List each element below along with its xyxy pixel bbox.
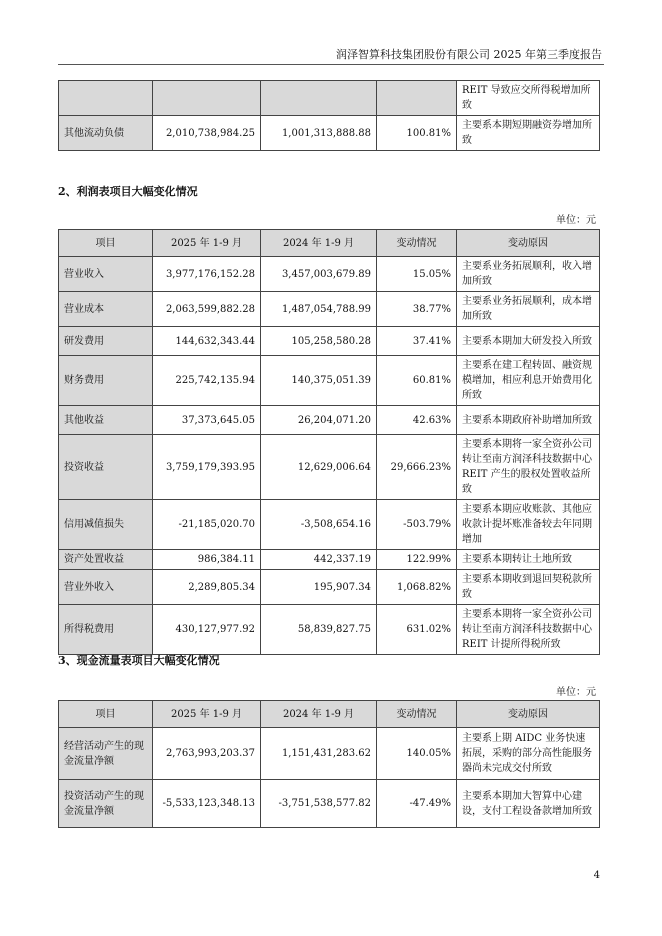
header-change: 变动情况 <box>377 230 457 257</box>
change-percent: 38.77% <box>377 292 457 327</box>
change-reason: 主要系本期应收账款、其他应收款计提坏账准备较去年同期增加 <box>457 500 600 550</box>
change-percent: 1,068.82% <box>377 570 457 605</box>
table-row <box>59 327 600 356</box>
table-row <box>59 605 600 655</box>
change-reason: 主要系本期加大智算中心建设，支付工程设备款增加所致 <box>457 780 600 828</box>
row-item-label: 其他收益 <box>59 406 153 435</box>
table-row <box>59 780 600 828</box>
current-period-value: 2,010,738,984.25 <box>153 116 261 151</box>
header-prior-period: 2024 年 1-9 月 <box>261 701 377 728</box>
change-percent: -47.49% <box>377 780 457 828</box>
change-percent: 37.41% <box>377 327 457 356</box>
header-current-period: 2025 年 1-9 月 <box>153 230 261 257</box>
row-item-label: 投资收益 <box>59 435 153 500</box>
change-percent: 42.63% <box>377 406 457 435</box>
change-percent: 100.81% <box>377 116 457 151</box>
table-row <box>59 435 600 500</box>
table-row <box>59 292 600 327</box>
current-period-value: 3,759,179,393.95 <box>153 435 261 500</box>
change-reason: 主要系本期短期融资券增加所致 <box>457 116 600 151</box>
row-item-label: 所得税费用 <box>59 605 153 655</box>
prior-period-value: 195,907.34 <box>261 570 377 605</box>
change-percent: 122.99% <box>377 550 457 570</box>
balance-sheet-continuation-table <box>58 80 600 151</box>
header-reason: 变动原因 <box>457 701 600 728</box>
table-row <box>59 406 600 435</box>
prior-period-value: 26,204,071.20 <box>261 406 377 435</box>
prior-period-value: 1,151,431,283.62 <box>261 728 377 780</box>
current-period-value: 2,289,805.34 <box>153 570 261 605</box>
table-row <box>59 116 600 151</box>
change-reason: 主要系业务拓展顺利，收入增加所致 <box>457 257 600 292</box>
change-reason: 主要系本期加大研发投入所致 <box>457 327 600 356</box>
change-reason: 主要系本期收到退回契税款所致 <box>457 570 600 605</box>
cashflow-section-title: 3、现金流量表项目大幅变化情况 <box>58 654 220 667</box>
change-reason: 主要系本期将一家全资孙公司转让至南方润泽科技数据中心 REIT 计提所得税所致 <box>457 605 600 655</box>
row-item-label: 经营活动产生的现金流量净额 <box>59 728 153 780</box>
income-section-title: 2、利润表项目大幅变化情况 <box>58 185 198 198</box>
income-statement-table <box>58 229 600 655</box>
prior-period-value: 3,457,003,679.89 <box>261 257 377 292</box>
table-row <box>59 500 600 550</box>
income-unit-label: 单位：元 <box>556 215 596 226</box>
current-period-value: -21,185,020.70 <box>153 500 261 550</box>
current-period-value: 37,373,645.05 <box>153 406 261 435</box>
table-row <box>59 257 600 292</box>
prior-period-value: 1,487,054,788.99 <box>261 292 377 327</box>
header-item: 项目 <box>59 701 153 728</box>
row-item-label: 资产处置收益 <box>59 550 153 570</box>
current-period-value <box>153 81 261 116</box>
prior-period-value: -3,751,538,577.82 <box>261 780 377 828</box>
current-period-value: 3,977,176,152.28 <box>153 257 261 292</box>
change-reason: 主要系本期政府补助增加所致 <box>457 406 600 435</box>
current-period-value: 430,127,977.92 <box>153 605 261 655</box>
page-number: 4 <box>593 870 600 881</box>
current-period-value: 225,742,135.94 <box>153 356 261 406</box>
change-percent: -503.79% <box>377 500 457 550</box>
header-divider <box>58 64 604 65</box>
change-percent: 29,666.23% <box>377 435 457 500</box>
row-item-label: 营业成本 <box>59 292 153 327</box>
current-period-value: 2,763,993,203.37 <box>153 728 261 780</box>
row-item-label: 信用减值损失 <box>59 500 153 550</box>
prior-period-value: 140,375,051.39 <box>261 356 377 406</box>
cashflow-statement-table <box>58 700 600 828</box>
row-item-label: 营业外收入 <box>59 570 153 605</box>
change-percent: 140.05% <box>377 728 457 780</box>
current-period-value: 986,384.11 <box>153 550 261 570</box>
header-change: 变动情况 <box>377 701 457 728</box>
current-period-value: -5,533,123,348.13 <box>153 780 261 828</box>
row-item-label: 投资活动产生的现金流量净额 <box>59 780 153 828</box>
table-row <box>59 550 600 570</box>
table-row <box>59 81 600 116</box>
change-percent: 60.81% <box>377 356 457 406</box>
report-header-title: 润泽智算科技集团股份有限公司 2025 年第三季度报告 <box>336 48 602 61</box>
header-prior-period: 2024 年 1-9 月 <box>261 230 377 257</box>
current-period-value: 2,063,599,882.28 <box>153 292 261 327</box>
change-reason: 主要系本期将一家全资孙公司转让至南方润泽科技数据中心 REIT 产生的股权处置收益所致 <box>457 435 600 500</box>
table-row <box>59 570 600 605</box>
prior-period-value <box>261 81 377 116</box>
row-item-label: 研发费用 <box>59 327 153 356</box>
prior-period-value: 58,839,827.75 <box>261 605 377 655</box>
prior-period-value: -3,508,654.16 <box>261 500 377 550</box>
row-item-label <box>59 81 153 116</box>
row-item-label: 营业收入 <box>59 257 153 292</box>
row-item-label: 其他流动负债 <box>59 116 153 151</box>
header-reason: 变动原因 <box>457 230 600 257</box>
prior-period-value: 442,337.19 <box>261 550 377 570</box>
header-current-period: 2025 年 1-9 月 <box>153 701 261 728</box>
cashflow-unit-label: 单位：元 <box>556 687 596 698</box>
table-row <box>59 356 600 406</box>
change-reason: 主要系本期转让土地所致 <box>457 550 600 570</box>
header-item: 项目 <box>59 230 153 257</box>
row-item-label: 财务费用 <box>59 356 153 406</box>
change-reason: 主要系在建工程转固、融资规模增加，相应利息开始费用化所致 <box>457 356 600 406</box>
table-row <box>59 728 600 780</box>
change-reason: REIT 导致应交所得税增加所致 <box>457 81 600 116</box>
prior-period-value: 105,258,580.28 <box>261 327 377 356</box>
change-percent <box>377 81 457 116</box>
change-percent: 631.02% <box>377 605 457 655</box>
current-period-value: 144,632,343.44 <box>153 327 261 356</box>
prior-period-value: 1,001,313,888.88 <box>261 116 377 151</box>
change-reason: 主要系上期 AIDC 业务快速拓展，采购的部分高性能服务器尚未完成交付所致 <box>457 728 600 780</box>
change-percent: 15.05% <box>377 257 457 292</box>
change-reason: 主要系业务拓展顺利，成本增加所致 <box>457 292 600 327</box>
prior-period-value: 12,629,006.64 <box>261 435 377 500</box>
